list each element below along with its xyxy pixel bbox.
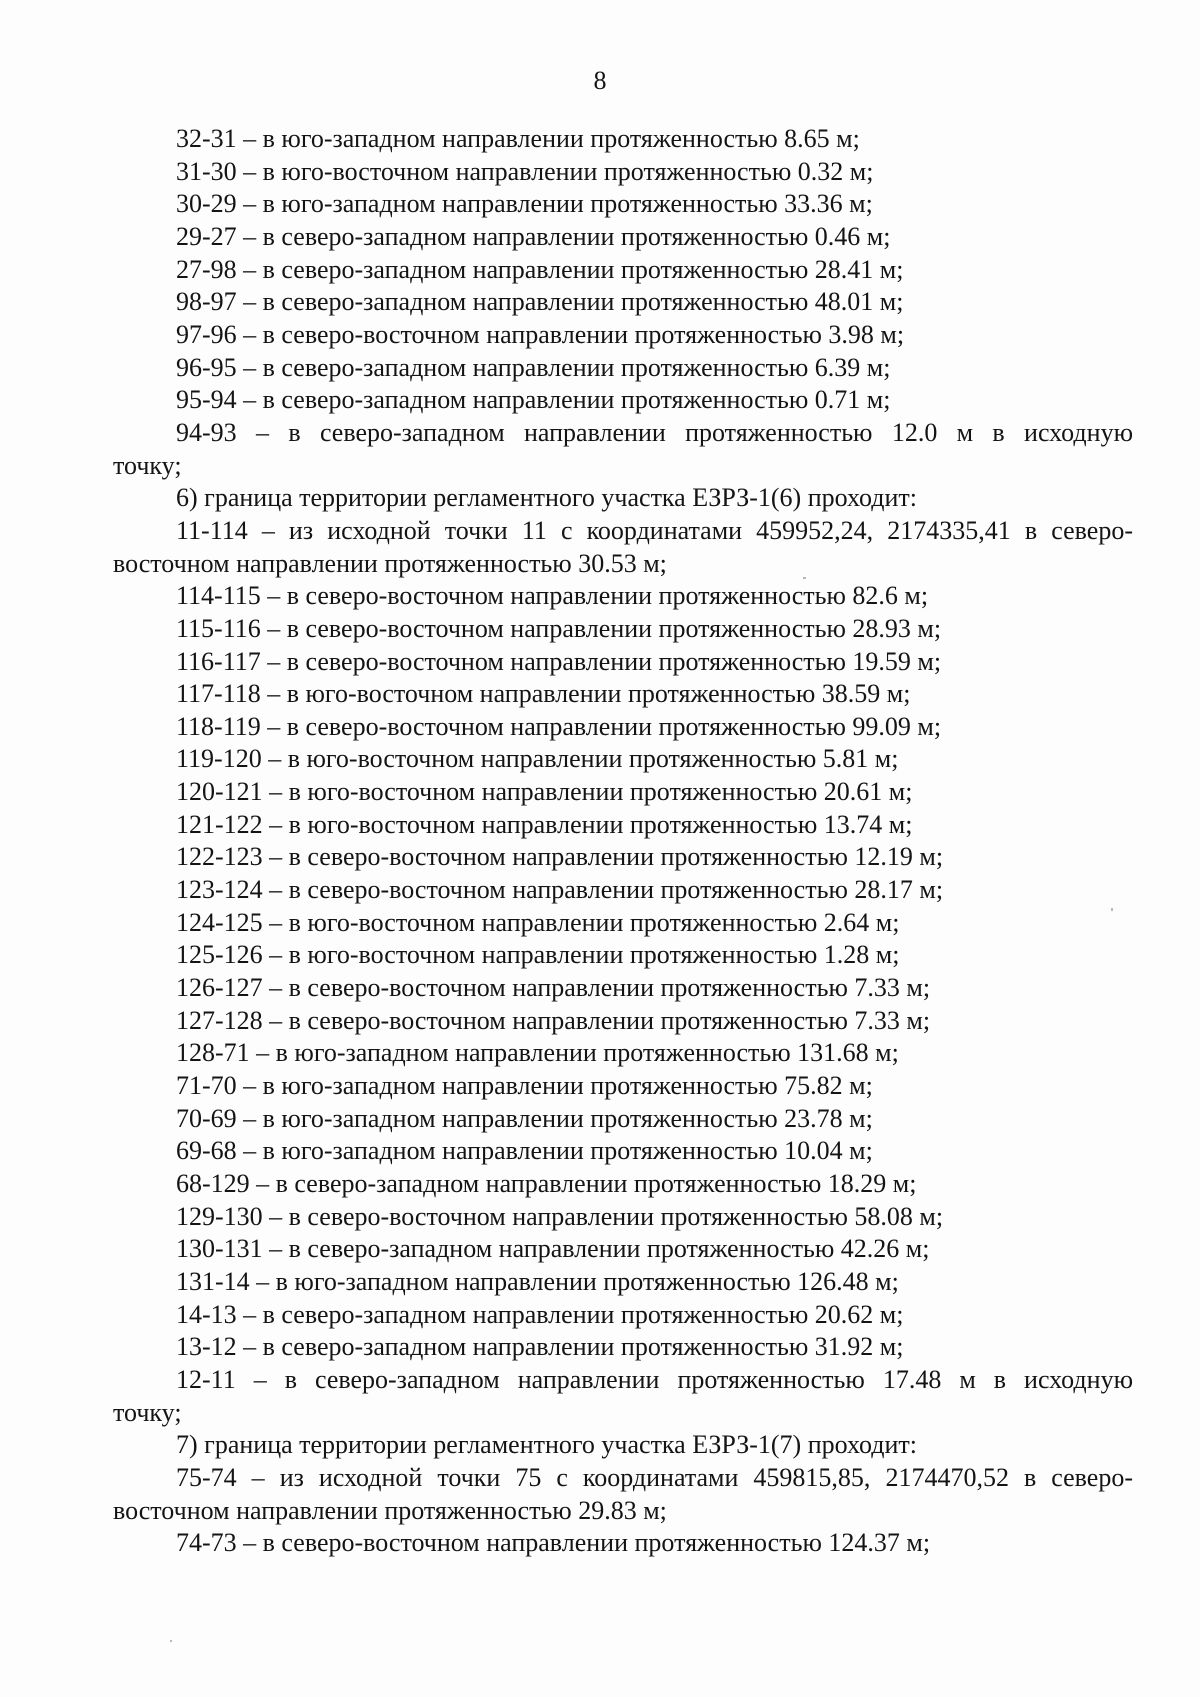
text-line: 125-126 – в юго-восточном направлении протяженностью 1.28 м; (176, 940, 900, 970)
section-heading: 7) граница территории регламентного участка ЕЗРЗ-1(7) проходит: (176, 1430, 917, 1460)
section-heading: 6) граница территории регламентного участка ЕЗРЗ-1(6) проходит: (176, 483, 917, 513)
text-line: 69-68 – в юго-западном направлении протяженностью 10.04 м; (176, 1136, 873, 1166)
text-line: 27-98 – в северо-западном направлении протяженностью 28.41 м; (176, 254, 904, 284)
text-line: 95-94 – в северо-западном направлении протяженностью 0.71 м; (176, 385, 891, 415)
text-line: 96-95 – в северо-западном направлении протяженностью 6.39 м; (176, 352, 891, 382)
text-line-justified: 12-11 – в северо-западном направлении протяженностью 17.48 м в исходную (176, 1364, 1133, 1394)
document-body (113, 123, 1133, 1560)
scan-speck (1111, 908, 1113, 911)
text-line: 114-115 – в северо-восточном направлении протяженностью 82.6 м; (176, 581, 929, 611)
text-line: 31-30 – в юго-восточном направлении протяженностью 0.32 м; (176, 156, 874, 186)
text-line: 70-69 – в юго-западном направлении протяженностью 23.78 м; (176, 1103, 873, 1133)
text-line: 29-27 – в северо-западном направлении протяженностью 0.46 м; (176, 221, 891, 251)
text-line-continuation: точку; (113, 1397, 182, 1427)
text-line: 74-73 – в северо-восточном направлении протяженностью 124.37 м; (176, 1528, 931, 1558)
scan-speck (170, 1640, 172, 1642)
text-line: 120-121 – в юго-восточном направлении протяженностью 20.61 м; (176, 777, 913, 807)
text-line: 118-119 – в северо-восточном направлении протяженностью 99.09 м; (176, 711, 942, 741)
text-line-justified: 94-93 – в северо-западном направлении протяженностью 12.0 м в исходную (176, 417, 1133, 447)
text-line: 30-29 – в юго-западном направлении протяженностью 33.36 м; (176, 189, 873, 219)
text-line: 115-116 – в северо-восточном направлении протяженностью 28.93 м; (176, 613, 942, 643)
text-line: 130-131 – в северо-западном направлении протяженностью 42.26 м; (176, 1234, 930, 1264)
text-line: 129-130 – в северо-восточном направлении протяженностью 58.08 м; (176, 1201, 944, 1231)
text-line: 14-13 – в северо-западном направлении протяженностью 20.62 м; (176, 1299, 904, 1329)
text-line: 71-70 – в юго-западном направлении протяженностью 75.82 м; (176, 1071, 873, 1101)
text-line-continuation: восточном направлении протяженностью 30.53 м; (113, 548, 667, 578)
text-line: 126-127 – в северо-восточном направлении протяженностью 7.33 м; (176, 973, 931, 1003)
text-line: 122-123 – в северо-восточном направлении протяженностью 12.19 м; (176, 842, 944, 872)
text-line-justified: 11-114 – из исходной точки 11 с координатами 459952,24, 2174335,41 в северо- (176, 515, 1133, 545)
text-line: 119-120 – в юго-восточном направлении протяженностью 5.81 м; (176, 744, 899, 774)
text-line: 97-96 – в северо-восточном направлении протяженностью 3.98 м; (176, 319, 905, 349)
text-line-continuation: восточном направлении протяженностью 29.83 м; (113, 1495, 667, 1525)
text-line: 121-122 – в юго-восточном направлении протяженностью 13.74 м; (176, 809, 913, 839)
text-line: 123-124 – в северо-восточном направлении протяженностью 28.17 м; (176, 875, 944, 905)
text-line: 117-118 – в юго-восточном направлении протяженностью 38.59 м; (176, 679, 911, 709)
text-line: 131-14 – в юго-западном направлении протяженностью 126.48 м; (176, 1266, 899, 1296)
text-line: 128-71 – в юго-западном направлении протяженностью 131.68 м; (176, 1038, 899, 1068)
scan-speck (803, 577, 806, 579)
text-line: 127-128 – в северо-восточном направлении протяженностью 7.33 м; (176, 1005, 931, 1035)
page-number: 8 (593, 66, 607, 95)
text-line: 98-97 – в северо-западном направлении протяженностью 48.01 м; (176, 287, 904, 317)
text-line: 13-12 – в северо-западном направлении протяженностью 31.92 м; (176, 1332, 904, 1362)
text-line: 68-129 – в северо-западном направлении протяженностью 18.29 м; (176, 1169, 917, 1198)
text-line: 32-31 – в юго-западном направлении протяженностью 8.65 м; (176, 124, 860, 153)
text-line: 124-125 – в юго-восточном направлении протяженностью 2.64 м; (176, 907, 900, 937)
text-line-justified: 75-74 – из исходной точки 75 с координатами 459815,85, 2174470,52 в северо- (176, 1462, 1133, 1492)
text-line-continuation: точку; (113, 450, 182, 480)
text-line: 116-117 – в северо-восточном направлении протяженностью 19.59 м; (176, 646, 942, 676)
